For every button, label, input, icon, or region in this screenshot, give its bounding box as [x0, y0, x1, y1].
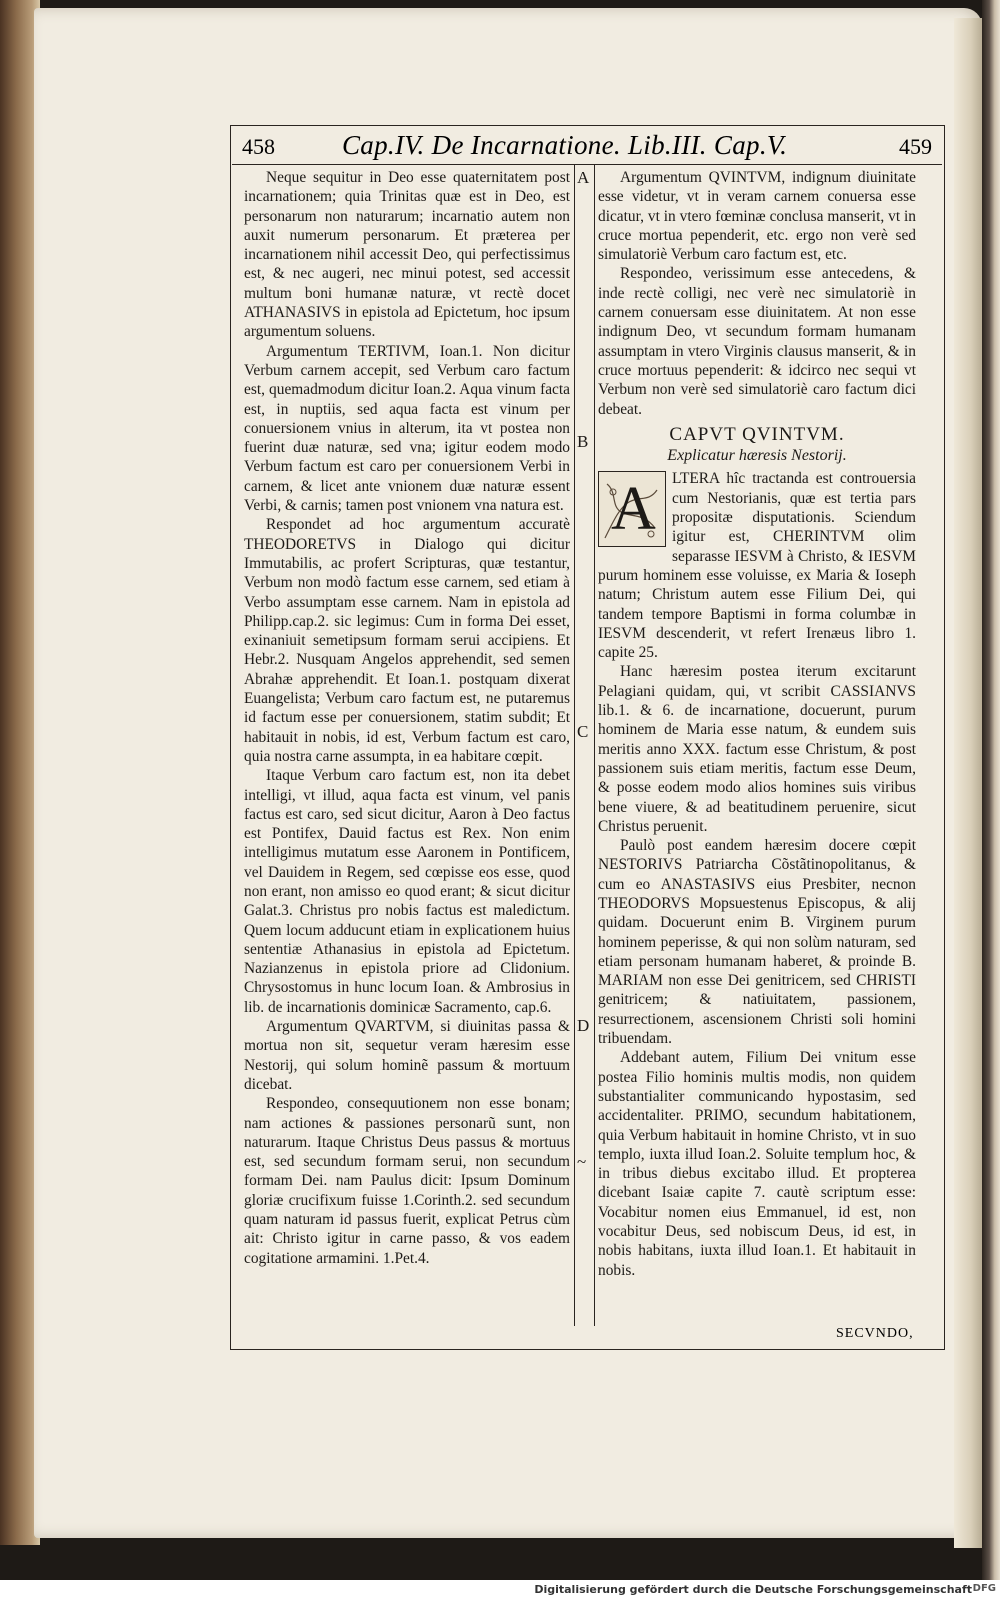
paragraph: Addebant autem, Filium Dei vnitum esse postea Filio hominis multis modis, non quidem substantialiter communicando hypostasim, sed accidentaliter. PRIMO, secundum habitationem, quia Verbum habitauit in homine Christo, vt in suo templo, iuxta illud Ioan.2. Soluite templum hoc, & in tribus diebus excitabo illud. Et propterea dicebant Isaiæ capite 7. cautè scriptum esse: Vocabitur nomen eius Emmanuel, id est, non vocabitur Deus, sed nobiscum Deus, id est, in nobis habitans, iuxta illud Ioan.1. Et habitauit in nobis. — [598, 1049, 916, 1279]
column-rule-left — [574, 164, 575, 1326]
paragraph: Hanc hæresim postea iterum excitarunt Pelagiani quidam, qui, vt scribit CASSIANVS lib.1. & 6. de incarnatione, docuerunt, purum hominem de Maria esse natum, & eundem suis meritis anno XXX. factum esse Christum, & post passionem suis etiam meritis, factum esse Deum, & posse eodem modo alios homines suis viribus bene viuere, & ad beatitudinem peruenire, sicut Christus peruenit. — [598, 663, 916, 835]
running-title: Cap.IV. De Incarnatione. Lib.III. Cap.V. — [342, 130, 788, 160]
first-paragraph-text: LTERA hîc tractanda est controuersia cum Nestorianis, quæ est tertia pars propositæ disputationis. Sciendum igitur est, CHERINTVM olim separasse IESVM à Christo, & IESVM purum hominem esse voluisse, ex Maria & Ioseph natum; Christum autem esse Filium Dei, qui tandem tempore Baptismi in forma columbæ in IESVM descenderit, vt refert Irenæus libro 1. capite 25. — [598, 470, 916, 662]
paragraph: Respondeo, consequutionem non esse bonam; nam actiones & passiones personarũ sunt, non naturarum. Itaque Christus Deus passus & mortuus est, sed secundum formam serui, non secundum formam Dei. nam Paulus dicit: Ipsum Dominum gloriæ crucifixum fuisse 1.Corinth.2. sed secundum quam naturam id passus fuerit, explicat Petrus cùm ait: Christo igitur in carne passo, & vos eadem cogitatione armamini. 1.Pet.4. — [244, 1095, 570, 1267]
margin-letter-b: B — [577, 432, 589, 451]
dfg-logo: DFG — [972, 1583, 996, 1594]
paragraph: Argumentum QVARTVM, si diuinitas passa & mortua non sit, sequetur veram hæresim esse Nestorij, qui solum hominẽ passum & mortuum dicebat. — [244, 1018, 570, 1093]
footer-bar — [0, 1580, 1000, 1602]
catchword: SECVNDO, — [836, 1326, 914, 1341]
margin-mark: ~ — [577, 1152, 587, 1171]
chapter-subtitle: Explicatur hæresis Nestorij. — [667, 447, 847, 465]
right-column — [598, 168, 916, 1280]
right-page-stack — [982, 0, 1000, 1580]
initial-letter: A — [611, 475, 656, 544]
margin-letter-c: C — [577, 722, 589, 741]
page-edge — [954, 18, 982, 1548]
paragraph: Argumentum TERTIVM, Ioan.1. Non dicitur Verbum carnem accepit, sed Verbum caro factum est, quemadmodum dicitur Ioan.2. Aqua vinum facta est, in nuptiis, sed aqua facta est vinum per conuersionem vnius in alterum, ita vt postea non fuerint duæ naturæ, sed vna; igitur eodem modo Verbum factum est caro per conuersionem Verbi in carnem, & licet ante vnionem duæ naturæ essent Verbi, & carnis; tamen post vnionem vna natura est. — [244, 342, 570, 515]
left-column — [244, 168, 570, 1268]
paragraph: Respondet ad hoc argumentum accuratè THEODORETVS in Dialogo qui dicitur Immutabilis, ac profert Scripturas, quæ testantur, Verbum non modò factum esse carnem, sed etiam à Verbo assumptam esse carnem. Nam in epistola ad Philipp.cap.2. sic legimus: Cum in forma Dei esset, exinaniuit semetipsum formam serui accipiens. Et Hebr.2. Nusquam Angelos apprehendit, sed semen Abrahæ apprehendit. Et Ioan.1. postquam dixerat Euangelista; Verbum caro factum est, ne putaremus id factum esse per conuersionem, statim subdit; Et habitauit in nobis, id est, Verbum factum est caro, quia nostra carne assumpta, in ea habitare cœpit. — [244, 516, 570, 765]
running-header — [242, 130, 932, 166]
margin-letter-d: D — [577, 1016, 590, 1035]
paragraph: Paulò post eandem hæresim docere cœpit NESTORIVS Patriarcha Cõstãtinopolitanus, & cum eo ANASTASIVS eius Presbiter, necnon THEODORVS Mopsuestenus Episcopus, & alij quidam. Docuerunt enim B. Virginem purum hominem peperisse, & qui non solùm naturam, sed etiam personam humanam haberet, & proinde B. MARIAM non esse Dei genitricem, sed CHRISTI genitricem; & natiuitatem, passionem, resurrectionem, ascensionem Christi soli homini tribuendam. — [598, 837, 916, 1048]
column-rule-right — [594, 164, 595, 1326]
decorated-initial — [598, 471, 666, 547]
paragraph: Argumentum QVINTVM, indignum diuinitate esse videtur, vt in veram carnem conuersa esse dicatur, vt in vtero fœminæ conclusa manserit, vt in cruce mortua pependerit, etc. ergo non verè sed simulatoriè Verbum caro factum est, etc. — [598, 169, 916, 264]
paragraph: Itaque Verbum caro factum est, non ita debet intelligi, vt illud, aqua facta est vinum, vel panis factus est caro, sed sicut dicitur, Aaron à Deo factus est Pontifex, Dauid factus est Rex. Non enim intelligimus mutatum esse Aaronem in Pontificem, vel Dauidem in Regem, sed cœpisse eos esse, quod non erant, non amisso eo quod erant; & sicut dicitur Galat.3. Christus pro nobis factus est maledictum. Quem locum adducunt etiam in explicationem huius sententiæ Athanasius in epistola ad Epictetum. Nazianzenus in epistola priore ad Clidonium. Chrysostomus in hunc locum Ioan. & Ambrosius in lib. de incarnationis dominicæ Sacramento, cap.6. — [244, 767, 570, 1016]
paragraph: Neque sequitur in Deo esse quaternitatem post incarnationem; quia Trinitas quæ est in Deo, est personarum non naturarum; incarnatio autem non auxit numerum personarum. Et præterea per incarnationem nihil accessit Deo, qui perfectissimus est, & nec augeri, nec minui potest, sed accessit multum boni humanæ naturæ, vt rectè docet ATHANASIVS in epistola ad Epictetum, hoc ipsum argumentum soluens. — [244, 169, 570, 341]
header-rule — [232, 164, 942, 165]
margin-letter-a: A — [577, 168, 590, 187]
chapter-title: CAPVT QVINTVM. — [669, 423, 845, 445]
paragraph: Respondeo, verissimum esse antecedens, & inde rectè colligi, nec verè nec simulatoriè in carnem conuersam esse diuinitatem. At non esse indignum Deo, vt secundum formam humanam assumptam in vtero Virginis clausus manserit, & in cruce mortuus pependerit: & idcirco nec sequi vt Verbum non verè sed simulatoriè caro factum dici debeat. — [598, 265, 916, 418]
funding-note: Digitalisierung gefördert durch die Deutsche Forschungsgemeinschaft — [534, 1583, 972, 1596]
first-paragraph — [598, 469, 916, 662]
page-number-right: 459 — [899, 134, 932, 159]
page-number-left: 458 — [242, 134, 275, 159]
